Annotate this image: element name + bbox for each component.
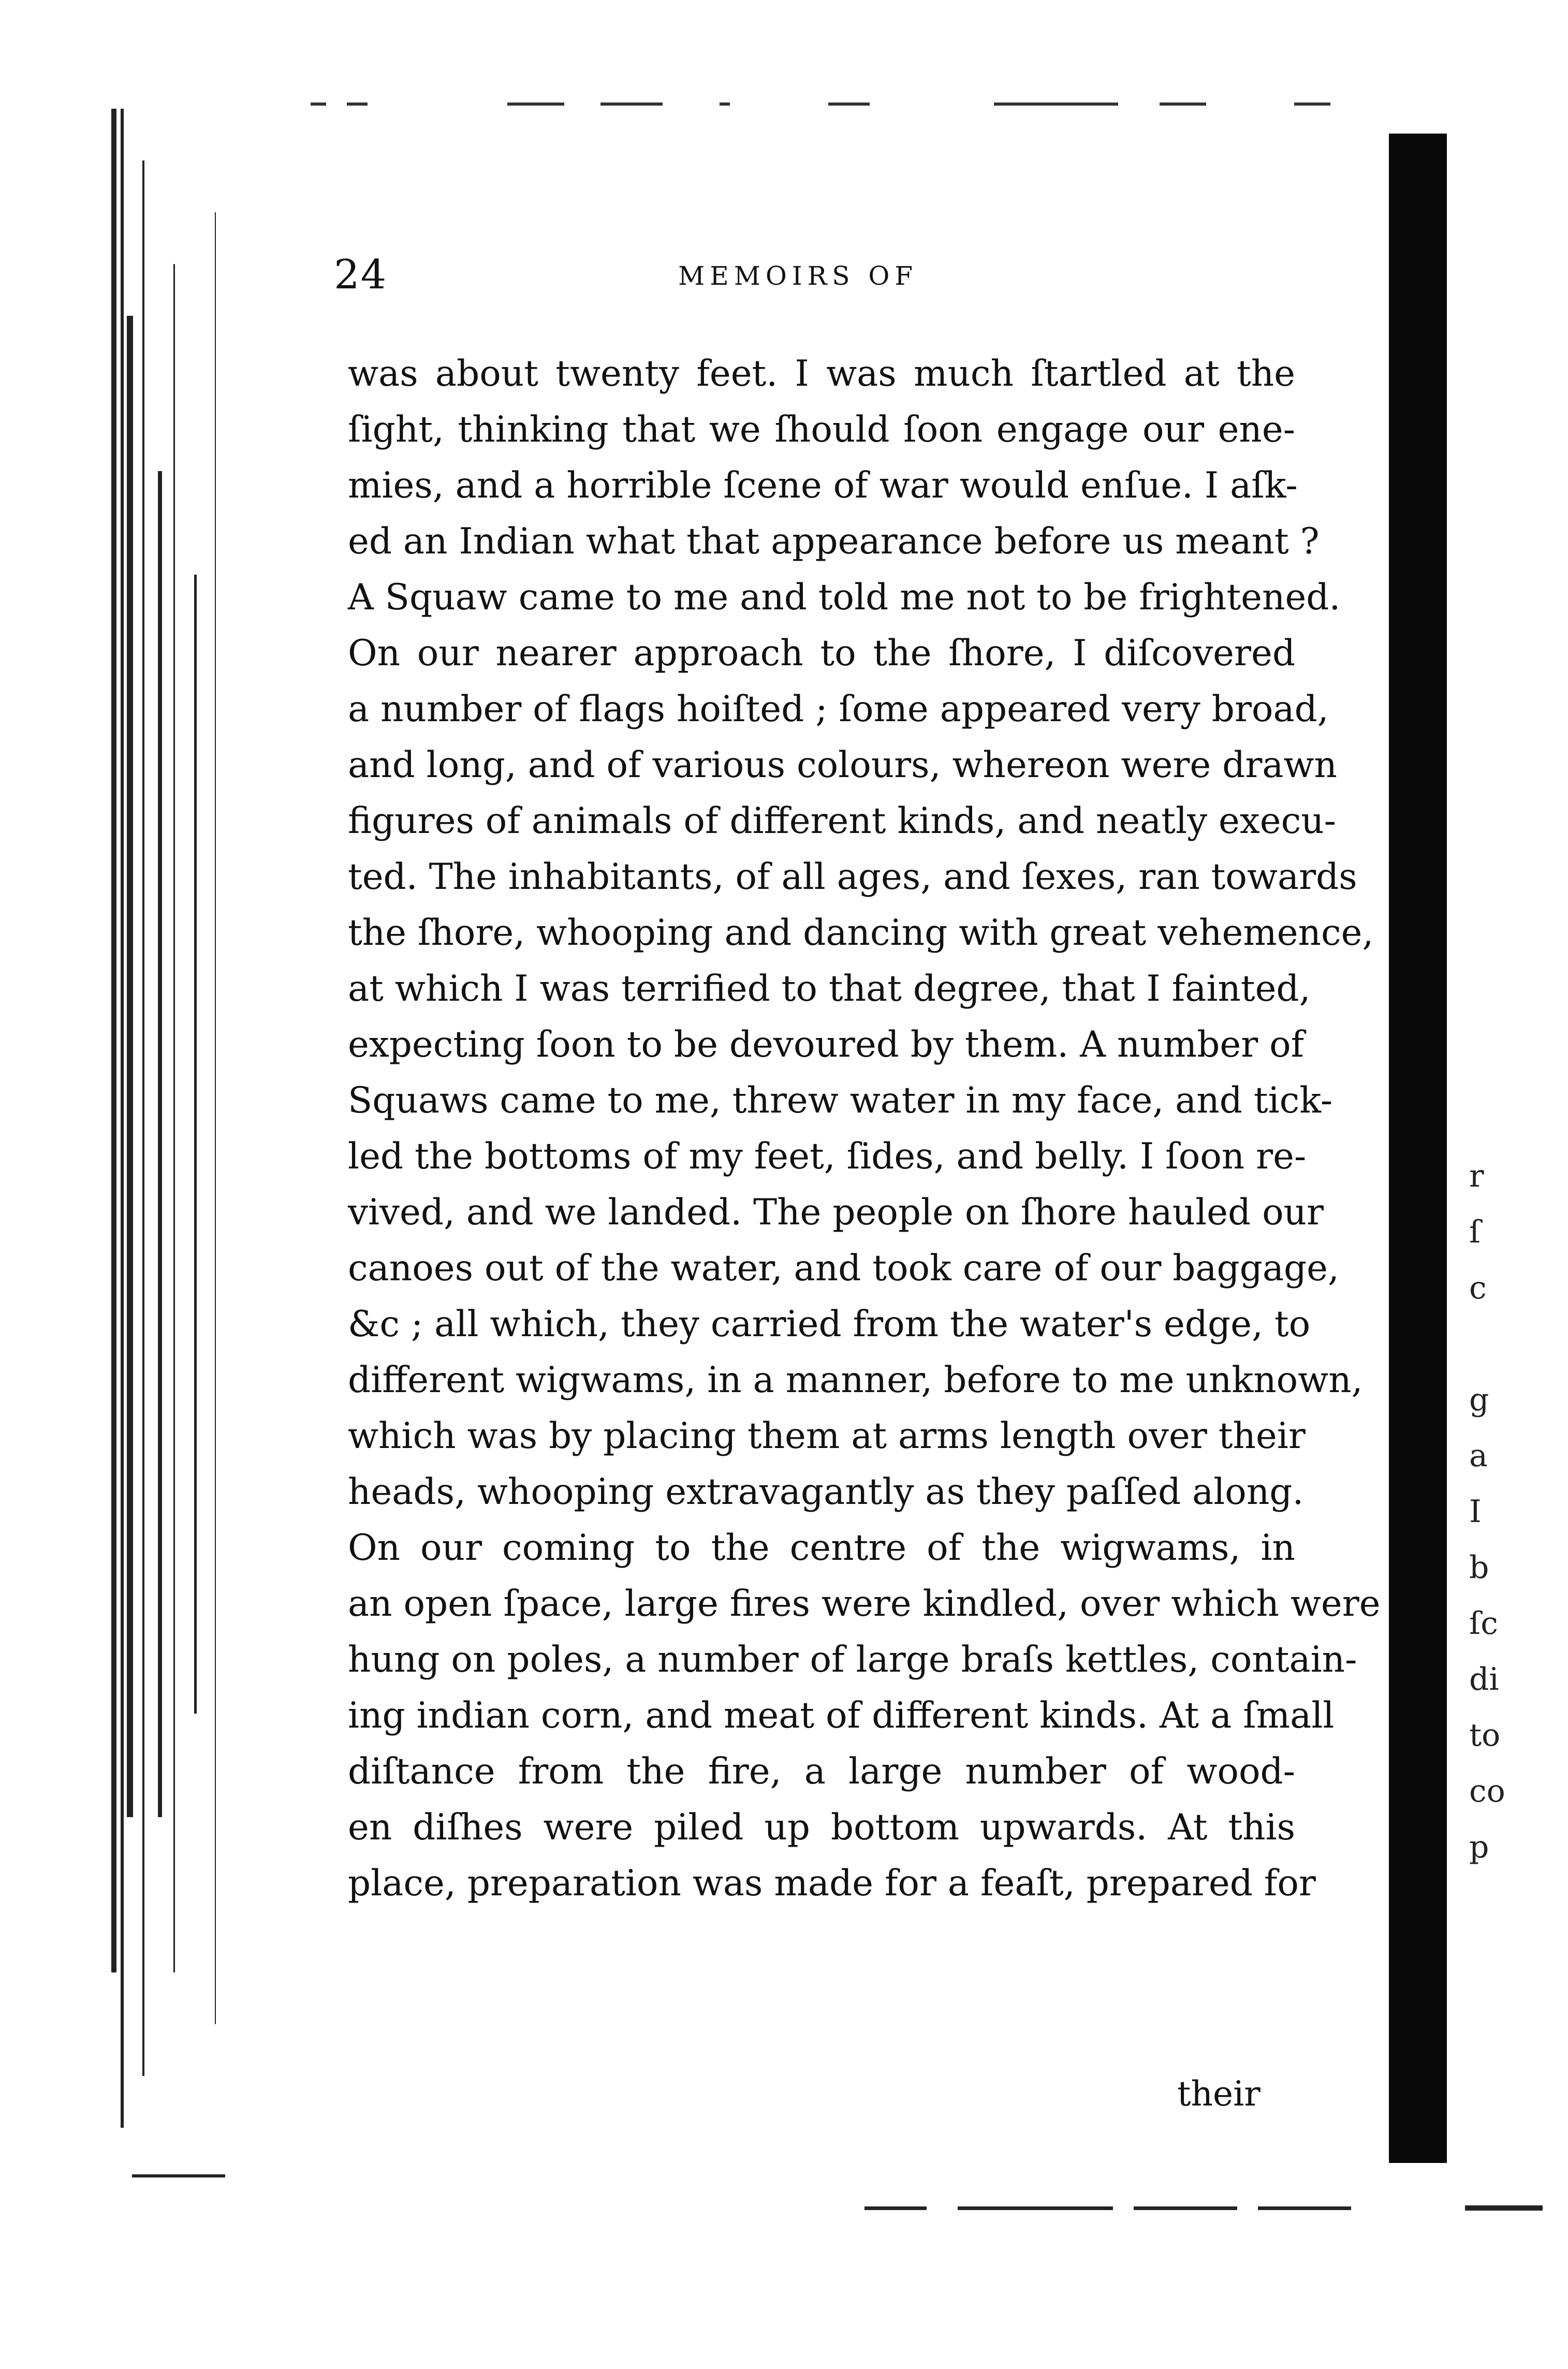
text-line: an open ſpace, large fires were kindled, over which were [348,1583,1381,1625]
bleed-letter: g [1469,1382,1489,1418]
text-line: and long, and of various colours, whereon were drawn [348,744,1337,786]
catchword: their [1177,2074,1261,2114]
text-line: was about twenty feet. I was much ſtartled at the [348,353,1295,394]
facing-page-bleed [1469,1148,1531,1875]
bleed-letter: b [1469,1549,1489,1586]
binding-shadow [111,109,241,2190]
text-line: &c ; all which, they carried from the water's edge, to [348,1304,1311,1345]
text-line: led the bottoms of my feet, ſides, and belly. I ſoon re- [348,1136,1307,1177]
text-line: hung on poles, a number of large braſs kettles, contain- [348,1639,1357,1680]
corner-mark [1465,2205,1543,2211]
bleed-letter: I [1469,1494,1482,1530]
text-line: ſight, thinking that we ſhould ſoon engage our ene- [348,409,1295,450]
text-line: expecting ſoon to be devoured by them. A number of [348,1024,1305,1065]
text-line: the ſhore, whooping and dancing with great vehemence, [348,912,1374,954]
bleed-letter: ſ [1469,1214,1481,1250]
text-line: canoes out of the water, and took care of our baggage, [348,1248,1339,1289]
text-line: at which I was terrified to that degree, that I fainted, [348,968,1311,1010]
text-line: different wigwams, in a manner, before to me unknown, [348,1359,1363,1401]
running-head: MEMOIRS OF [678,261,918,291]
bleed-letter: co [1469,1773,1505,1809]
text-line: ted. The inhabitants, of all ages, and ſexes, ran towards [348,856,1357,898]
bleed-letter: p [1469,1829,1489,1865]
text-line: A Squaw came to me and told me not to be frightened. [348,577,1341,618]
text-line: ed an Indian what that appearance before us meant ? [348,521,1320,562]
text-line: ing indian corn, and meat of different kinds. At a ſmall [348,1695,1335,1736]
page-edge-shadow [1389,134,1447,2163]
text-line: vived, and we landed. The people on ſhore hauled our [348,1192,1324,1233]
top-edge-noise [311,103,1449,110]
text-line: On our nearer approach to the ſhore, I diſcovered [348,633,1295,674]
bleed-letter: c [1469,1270,1487,1306]
text-line: heads, whooping extravagantly as they paſſed along. [348,1471,1304,1513]
text-line: en diſhes were piled up bottom upwards. At this [348,1807,1295,1848]
bleed-letter [1469,1316,1531,1372]
bleed-letter: ſc [1469,1605,1498,1642]
text-line: figures of animals of different kinds, and neatly execu- [348,800,1336,842]
body-text [348,346,1381,1911]
text-line: a number of flags hoiſted ; ſome appeared very broad, [348,689,1329,730]
text-line: Squaws came to me, threw water in my face, and tick- [348,1080,1333,1121]
text-line: which was by placing them at arms length over their [348,1415,1306,1457]
bleed-letter: r [1469,1158,1484,1194]
text-line: diſtance from the fire, a large number of wood- [348,1751,1295,1792]
text-line: mies, and a horrible ſcene of war would enſue. I aſk- [348,465,1298,506]
bleed-letter: di [1469,1661,1499,1698]
text-line: On our coming to the centre of the wigwams, in [348,1527,1295,1569]
bottom-edge-noise [864,2206,1351,2213]
page-number: 24 [334,252,388,298]
bleed-letter: to [1469,1717,1501,1753]
text-line: place, preparation was made for a feaſt, prepared for [348,1863,1316,1904]
bleed-letter: a [1469,1438,1488,1474]
